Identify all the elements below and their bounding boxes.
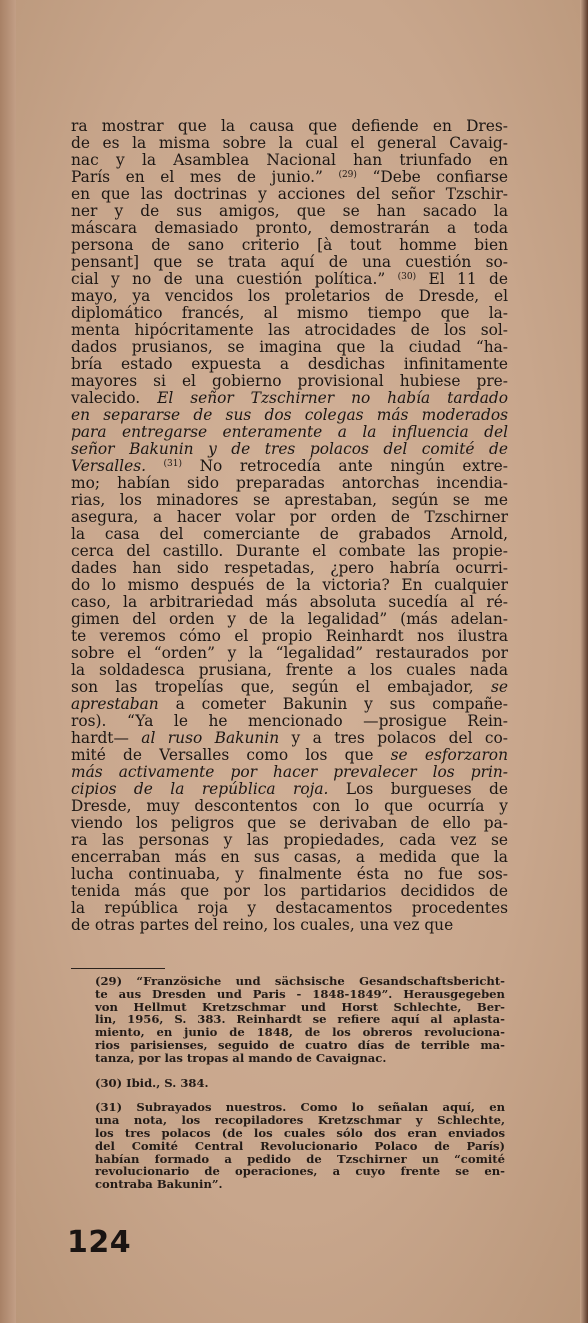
text-line: mayo, ya vencidos los proletarios de Dresde, el <box>71 287 508 305</box>
text-line: hardt— al ruso Bakunin y a tres polacos del co- <box>71 729 508 747</box>
text-line: ner y de sus amigos, que se han sacado la <box>71 202 508 220</box>
footnote-line: habían formado a pedido de Tzschirner un “comité <box>95 1151 505 1166</box>
footnote-line: miento, en junio de 1848, de los obreros revoluciona- <box>95 1025 505 1040</box>
text-line: ra las personas y las propiedades, cada vez se <box>71 831 508 849</box>
footnote-line: lin, 1956, S. 383. Reinhardt se refiere aquí al aplasta- <box>95 1012 505 1027</box>
page-number: 124 <box>67 1225 132 1260</box>
text-line: en separarse de sus dos colegas más moderados <box>71 406 508 424</box>
text-line: cipios de la república roja. Los burgueses de <box>71 780 508 798</box>
footnote-line: (29) “Französiche und sächsische Gesandschaftsbericht- <box>95 974 505 988</box>
text-line: Versalles. $^{(31)}$ No retrocedía ante ningún extre- <box>71 457 508 475</box>
text-line: do lo mismo después de la victoria? En cualquier <box>71 576 508 594</box>
text-line: más activamente por hacer prevalecer los prin- <box>71 763 508 781</box>
text-line: nac y la Asamblea Nacional han triunfado en <box>71 151 508 169</box>
text-line: ra mostrar que la causa que defiende en Dres- <box>71 117 508 135</box>
text-line: valecido. El señor Tzschirner no había tardado <box>71 389 508 407</box>
footnote-30 <box>95 1077 505 1090</box>
footnote-line: (31) Subrayados nuestros. Como lo señalan aquí, en <box>95 1100 505 1115</box>
footnote-line: (30) Ibid., S. 384. <box>95 1075 209 1090</box>
text-line: diplomático francés, al mismo tiempo que la- <box>71 304 508 322</box>
footnote-line: tanza, por las tropas al mando de Cavaignac. <box>95 1050 387 1065</box>
text-line: mo; habían sido preparadas antorchas incendia- <box>71 474 508 492</box>
text-line: encerraban más en sus casas, a medida que la <box>71 848 508 866</box>
footnote-line: te aus Dresden und Paris - 1848-1849”. Herausgegeben <box>95 986 505 1001</box>
footnote-29 <box>95 975 505 1065</box>
footnote-line: contraba Bakunin”. <box>95 1177 223 1192</box>
text-line: la soldadesca prusiana, frente a los cuales nada <box>71 661 508 679</box>
text-line: asegura, a hacer volar por orden de Tzschirner <box>71 508 508 526</box>
text-line: pensant] que se trata aquí de una cuestión so- <box>71 253 508 271</box>
text-line: ros). “Ya le he mencionado —prosigue Rein- <box>71 712 508 730</box>
footnote-line: revolucionario de operaciones, a cuyo frente se en- <box>95 1164 505 1179</box>
footnote-line: von Hellmut Kretzschmar und Horst Schlechte, Ber- <box>95 999 505 1014</box>
text-line: te veremos cómo el propio Reinhardt nos ilustra <box>71 627 508 645</box>
text-line: persona de sano criterio [à tout homme bien <box>71 236 508 254</box>
footnote-ref: (30) <box>397 272 417 282</box>
text-line: la república roja y destacamentos procedentes <box>71 899 508 917</box>
text-line: gimen del orden y de la legalidad” (más adelan- <box>71 610 508 628</box>
footnote-ref: (29) <box>338 170 357 180</box>
text-line: son las tropelías que, según el embajador, se <box>71 678 508 696</box>
footnote-line: los tres polacos (de los cuales sólo dos eran enviados <box>95 1125 505 1140</box>
text-line: para entregarse enteramente a la influencia del <box>71 423 508 441</box>
text-line: menta hipócritamente las atrocidades de los sol- <box>71 321 508 339</box>
text-line: máscara demasiado pronto, demostrarán a toda <box>71 219 508 237</box>
text-line: tenida más que por los partidarios decididos de <box>71 882 508 900</box>
text-line: dados prusianos, se imagina que la ciudad “ha- <box>71 338 508 356</box>
text-line: lucha continuaba, y finalmente ésta no fue sos- <box>71 865 508 883</box>
text-line: la casa del comerciante de grabados Arnold, <box>71 525 508 543</box>
main-text <box>71 118 508 934</box>
text-line: de otras partes del reino, los cuales, una vez que <box>71 916 454 934</box>
text-line: París en el mes de junio.” $^{(29)}$ “Debe confiarse <box>71 168 508 186</box>
text-line: viendo los peligros que se derivaban de ello pa- <box>71 814 508 832</box>
text-line: cial y no de una cuestión política.” $^{(30)}$ El 11 de <box>71 270 508 288</box>
text-line: de es la misma sobre la cual el general Cavaig- <box>71 134 508 152</box>
text-line: en que las doctrinas y acciones del señor Tzschir- <box>71 185 508 203</box>
page-right-edge <box>580 0 588 1323</box>
text-line: rias, los minadores se aprestaban, según se me <box>71 491 508 509</box>
footnote-line: del Comité Central Revolucionario Polaco de París) <box>95 1138 505 1153</box>
text-line: dades han sido respetadas, ¿pero habría ocurri- <box>71 559 508 577</box>
text-line: sobre el “orden” y la “legalidad” restaurados por <box>71 644 508 662</box>
footnote-31 <box>95 1101 505 1191</box>
text-line: Dresde, muy descontentos con lo que ocurría y <box>71 797 508 815</box>
footnotes <box>95 975 505 1203</box>
text-line: aprestaban a cometer Bakunin y sus compañe- <box>71 695 508 713</box>
text-line: señor Bakunin y de tres polacos del comité de <box>71 440 508 458</box>
text-line: mité de Versalles como los que se esforzaron <box>71 746 508 764</box>
footnote-divider <box>71 968 165 969</box>
text-line: caso, la arbitrariedad más absoluta sucedía al ré- <box>71 593 508 611</box>
text-line: bría estado expuesta a desdichas infinitamente <box>71 355 508 373</box>
page-left-edge <box>0 0 16 1323</box>
footnote-line: rios parisienses, seguido de cuatro días de terrible ma- <box>95 1037 505 1052</box>
text-line: mayores si el gobierno provisional hubiese pre- <box>71 372 508 390</box>
text-line: cerca del castillo. Durante el combate las propie- <box>71 542 508 560</box>
footnote-line: una nota, los recopiladores Kretzschmar y Schlechte, <box>95 1113 505 1128</box>
footnote-ref: (31) <box>163 459 183 469</box>
